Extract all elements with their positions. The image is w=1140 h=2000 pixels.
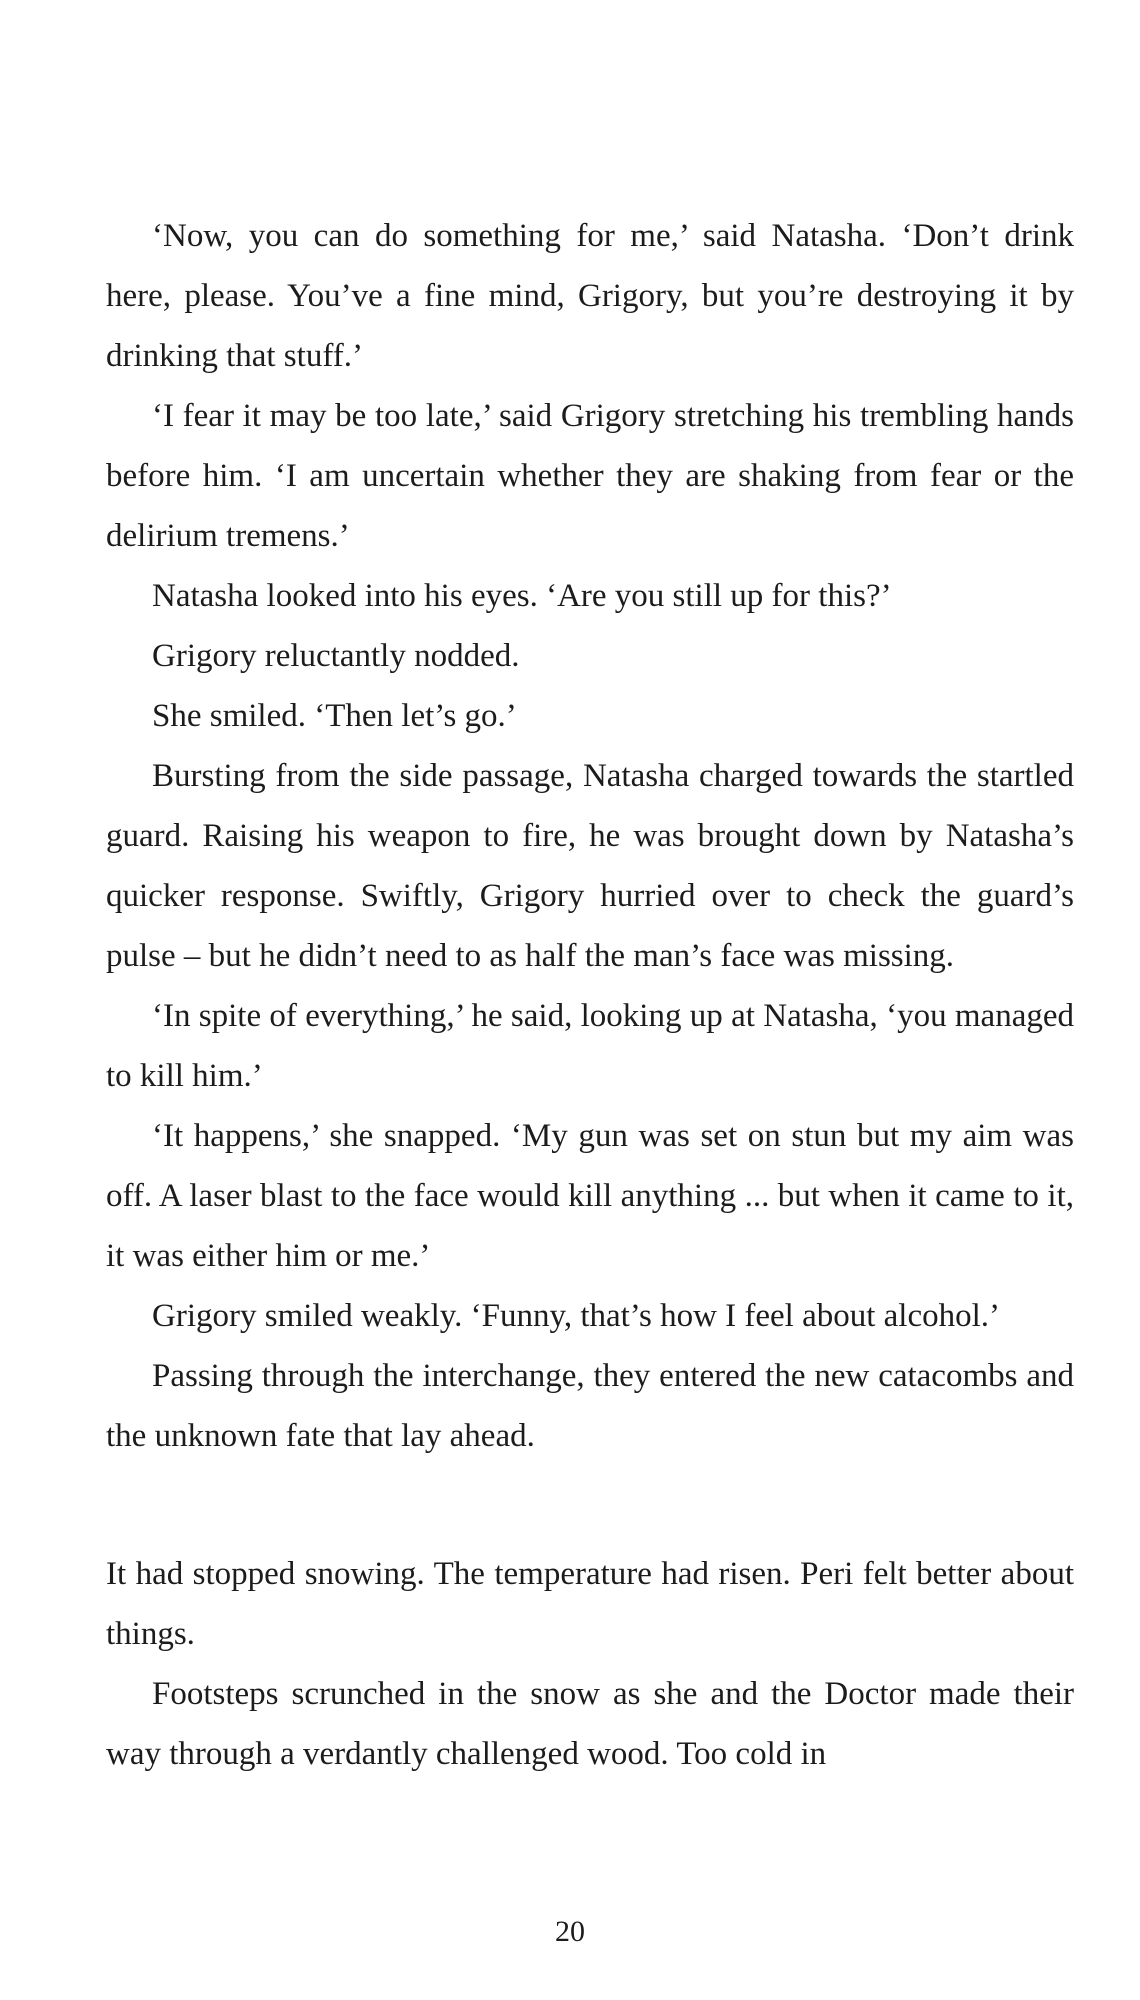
paragraph: Natasha looked into his eyes. ‘Are you still up for this?’ (152, 578, 892, 614)
page-number: 20 (555, 1915, 585, 1948)
paragraph: Grigory smiled weakly. ‘Funny, that’s how I feel about alcohol.’ (152, 1298, 1001, 1334)
text-section-1 (106, 206, 1074, 1466)
paragraph: She smiled. ‘Then let’s go.’ (152, 698, 517, 734)
paragraph: Passing through the interchange, they entered the new catacombs and the unknown fate that lay ahead. (106, 1358, 1074, 1454)
paragraph: ‘I fear it may be too late,’ said Grigory stretching his trembling hands before him. ‘I am uncertain whether they are shaking from fear or the delirium tremens.’ (106, 398, 1074, 554)
paragraph: Grigory reluctantly nodded. (152, 638, 520, 674)
paragraph: It had stopped snowing. The temperature had risen. Peri felt better about things. (106, 1556, 1074, 1652)
paragraph: Footsteps scrunched in the snow as she and the Doctor made their way through a verdantly challenged wood. Too cold in (106, 1676, 1074, 1772)
paragraph: ‘Now, you can do something for me,’ said Natasha. ‘Don’t drink here, please. You’ve a fine mind, Grigory, but you’re destroying it by drinking that stuff.’ (106, 218, 1074, 374)
paragraph: ‘In spite of everything,’ he said, looking up at Natasha, ‘you managed to kill him.’ (106, 998, 1074, 1094)
text-section-2 (106, 1544, 1074, 1784)
paragraph: Bursting from the side passage, Natasha charged towards the startled guard. Raising his weapon to fire, he was brought down by Natasha’s quicker response. Swiftly, Grigory hurried over to check the guard’s pulse – but he didn’t need to as half the man’s face was missing. (106, 758, 1074, 974)
paragraph: ‘It happens,’ she snapped. ‘My gun was set on stun but my aim was off. A laser blast to the face would kill anything ... but when it came to it, it was either him or me.’ (106, 1118, 1074, 1274)
